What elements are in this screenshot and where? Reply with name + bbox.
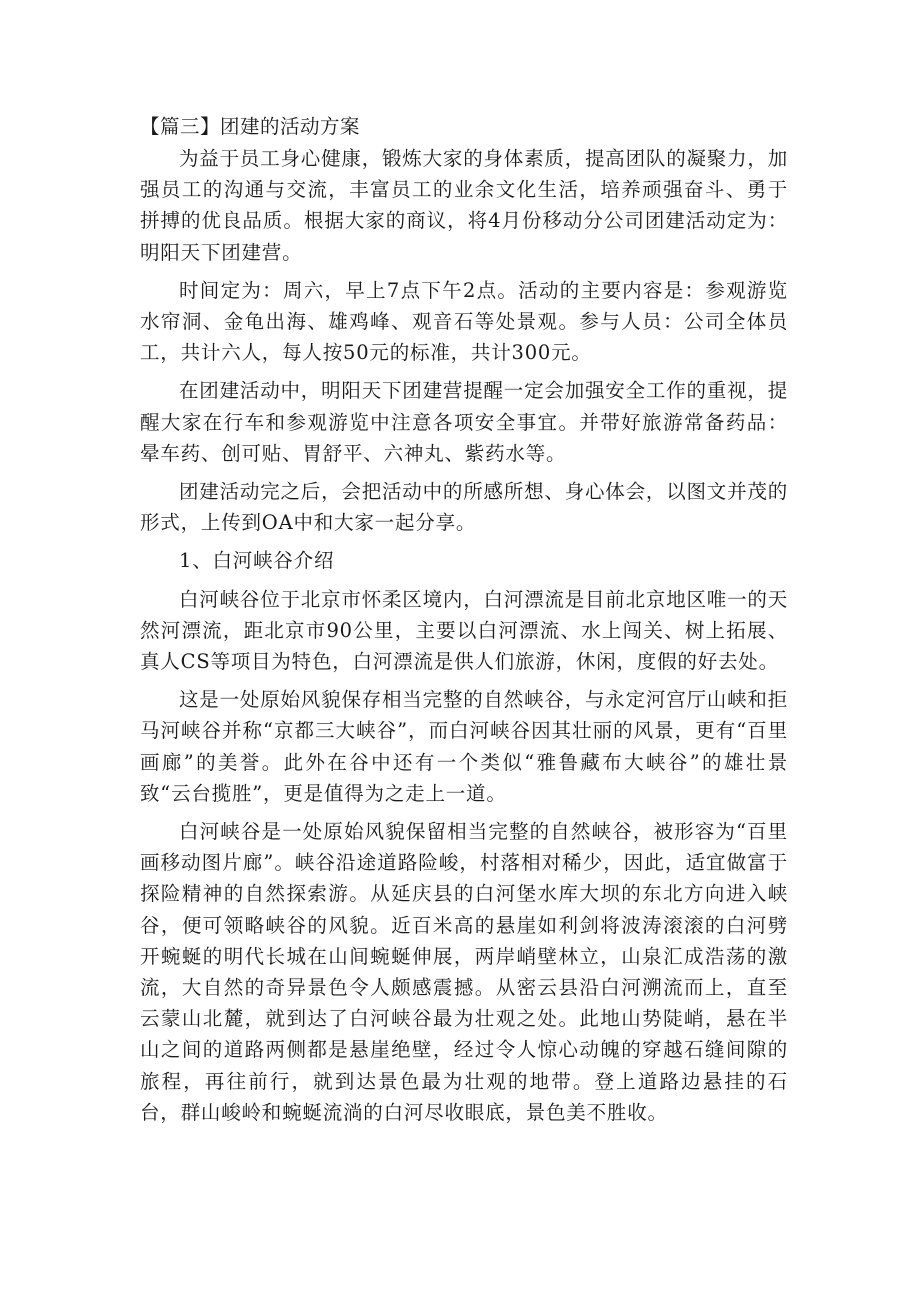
paragraph-baihe-scenery: 白河峡谷是一处原始风貌保留相当完整的自然峡谷，被形容为“百里画移动图片廊”。峡谷沿途道路险峻，村落相对稀少，因此，适宜做富于探险精神的自然探索游。从延庆县的白河堡水库大坝的东北方向进入峡谷，便可领略峡谷的风貌。近百米高的悬崖如利剑将波涛滚滚的白河劈开蜿蜒的明代长城在山间蜿蜒伸展，两岸峭壁林立，山泉汇成浩荡的激流，大自然的奇异景色令人颇感震撼。从密云县沿白河溯流而上，直至云蒙山北麓，就到达了白河峡谷最为壮观之处。此地山势陡峭，悬在半山之间的道路两侧都是悬崖绝壁，经过令人惊心动魄的穿越石缝间隙的旅程，再往前行，就到达景色最为壮观的地带。登上道路边悬挂的石台，群山峻岭和蜿蜒流淌的白河尽收眼底，景色美不胜收。 [140, 820, 788, 1124]
paragraph-baihe-canyon: 这是一处原始风貌保存相当完整的自然峡谷，与永定河宫厅山峡和拒马河峡谷并称“京都三大峡谷”，而白河峡谷因其壮丽的风景，更有“百里画廊”的美誉。此外在谷中还有一个类似“雅鲁藏布大峡谷”的雄壮景致“云台揽胜”，更是值得为之走上一道。 [140, 688, 789, 805]
section-heading: 1、白河峡谷介绍 [179, 549, 335, 573]
paragraph-safety: 在团建活动中，明阳天下团建营提醒一定会加强安全工作的重视，提醒大家在行车和参观游览中注意各项安全事宜。并带好旅游常备药品：晕车药、创可贴、胃舒平、六神丸、紫药水等。 [140, 379, 789, 465]
document-title: 【篇三】团建的活动方案 [140, 115, 361, 138]
paragraph-schedule: 时间定为：周六，早上7点下午2点。活动的主要内容是：参观游览水帘洞、金龟出海、雄鸡峰、观音石等处景观。参与人员：公司全体员工，共计六人，每人按50元的标准，共计300元。 [140, 278, 788, 365]
paragraph-sharing: 团建活动完之后，会把活动中的所感所想、身心体会，以图文并茂的形式，上传到OA中和大家一起分享。 [140, 480, 789, 535]
paragraph-purpose: 为益于员工身心健康，锻炼大家的身体素质，提高团队的凝聚力，加强员工的沟通与交流，丰富员工的业余文化生活，培养顽强奋斗、勇于拼搏的优良品质。根据大家的商议，将4月份移动分公司团建活动定为：明阳天下团建营。 [140, 147, 789, 264]
paragraph-baihe-intro: 白河峡谷位于北京市怀柔区境内，白河漂流是目前北京地区唯一的天然河漂流，距北京市90公里，主要以白河漂流、水上闯关、树上拓展、真人CS等项目为特色，白河漂流是供人们旅游，休闲，度假的好去处。 [140, 587, 789, 674]
document-page [140, 112, 788, 1135]
